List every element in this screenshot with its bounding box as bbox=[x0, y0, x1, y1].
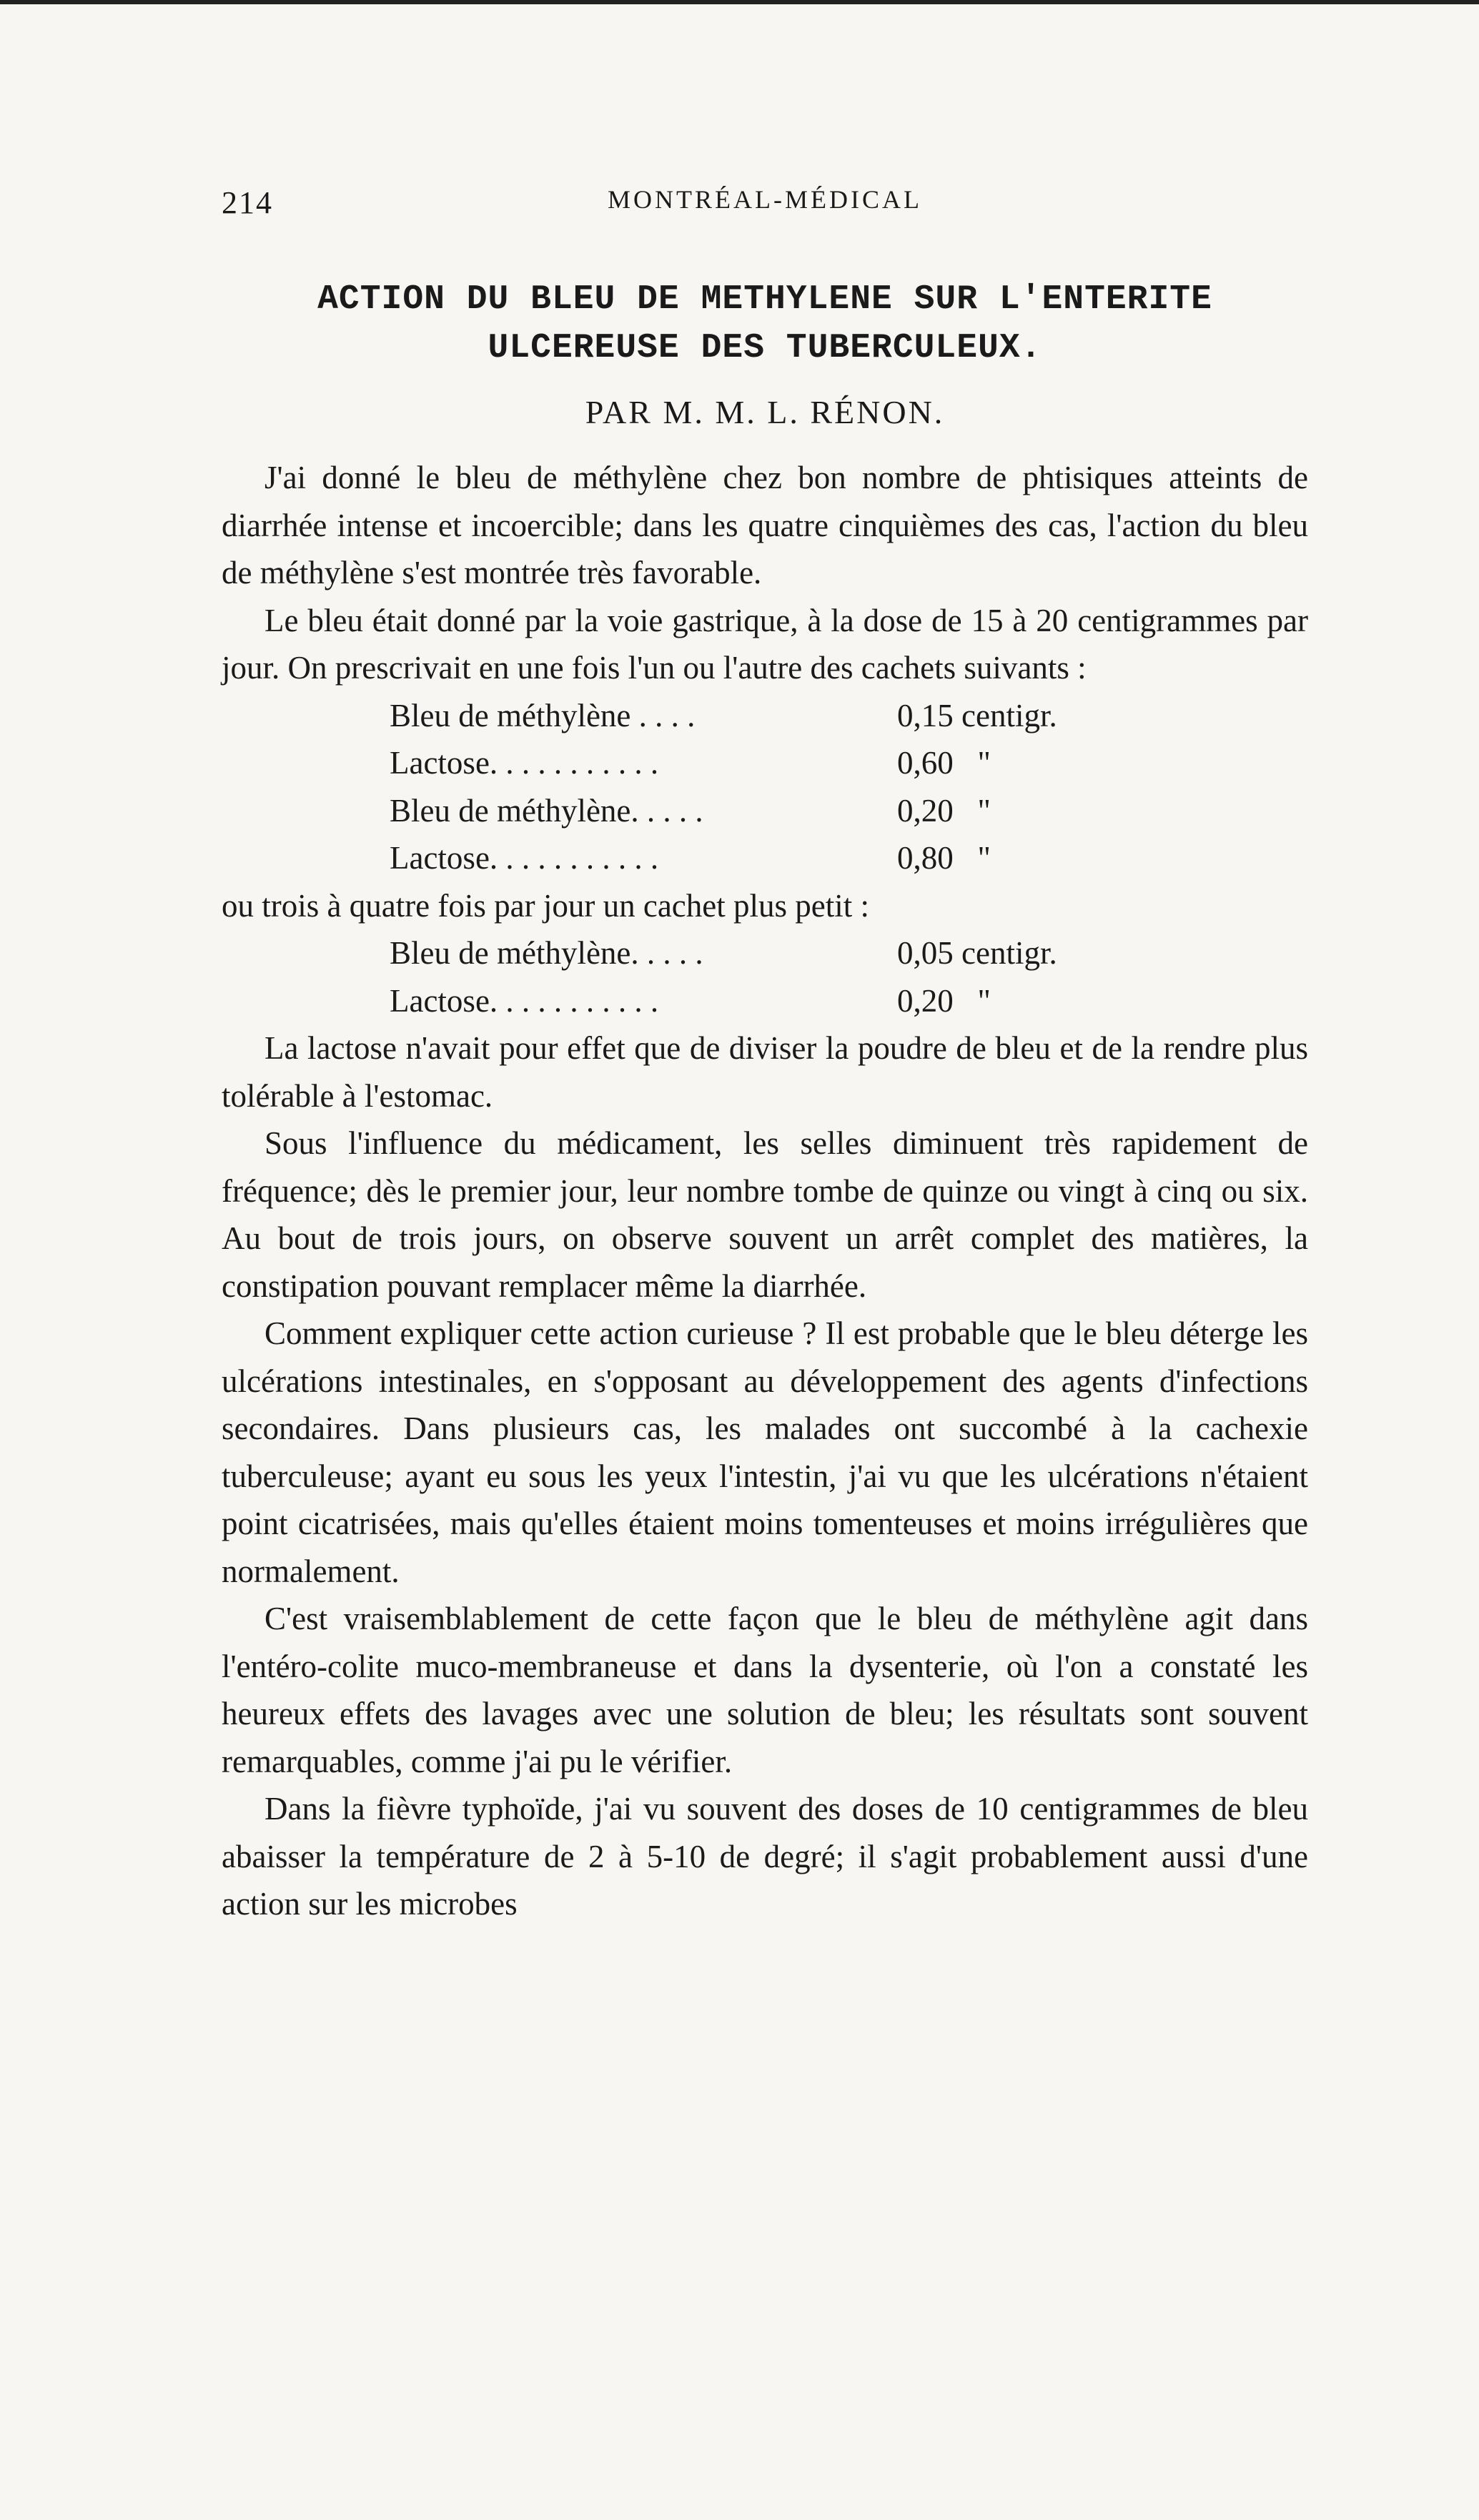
formula-ingredient: Bleu de méthylène . . . . bbox=[390, 697, 696, 733]
book-page bbox=[222, 0, 1308, 2520]
formula-ingredient: Lactose. . . . . . . . . . . bbox=[390, 840, 659, 876]
page-number: 214 bbox=[222, 185, 273, 220]
formula-dose: 0,20 " bbox=[897, 792, 991, 829]
paragraph-6: C'est vraisemblablement de cette façon que le bleu de méthylène agit dans l'entéro-colite muco-membraneuse et dans la dysenterie, où l'on a constaté les heureux effets des lavages avec une solution de bleu; les résultats sont souvent remarquables, comme j'ai pu le vérifier. bbox=[222, 1601, 1308, 1779]
formula-dose: 0,80 " bbox=[897, 840, 991, 876]
formula-dose: 0,20 " bbox=[897, 982, 991, 1019]
paragraph-1: J'ai donné le bleu de méthylène chez bon nombre de phtisiques atteints de diarrhée intense et incoercible; dans les quatre cinquièmes des cas, l'action du bleu de méthylène s'est montrée très favorable. bbox=[222, 460, 1308, 591]
page-header bbox=[222, 184, 1308, 227]
formula-ingredient: Bleu de méthylène. . . . . bbox=[390, 935, 703, 971]
formula-ingredient: Lactose. . . . . . . . . . . bbox=[390, 982, 659, 1019]
running-head: MONTRÉAL-MÉDICAL bbox=[608, 185, 922, 214]
article-title-line-2: ULCEREUSE DES TUBERCULEUX. bbox=[488, 329, 1042, 367]
paragraph-7: Dans la fièvre typhoïde, j'ai vu souvent des doses de 10 centigrammes de bleu abaisser la température de 2 à 5-10 de degré; il s'agit probablement aussi d'une action sur les microbes bbox=[222, 1791, 1308, 1922]
paragraph-4: Sous l'influence du médicament, les selles diminuent très rapidement de fréquence; dès le premier jour, leur nombre tombe de quinze ou vingt à cinq ou six. Au bout de trois jours, on observe souvent un arrêt complet des matières, la constipation pouvant remplacer même la diarrhée. bbox=[222, 1125, 1308, 1304]
paragraph-3: La lactose n'avait pour effet que de diviser la poudre de bleu et de la rendre plus tolérable à l'estomac. bbox=[222, 1030, 1308, 1114]
article-body bbox=[222, 454, 1308, 1928]
paragraph-2: Le bleu était donné par la voie gastrique, à la dose de 15 à 20 centigrammes par jour. On prescrivait en une fois l'un ou l'autre des cachets suivants : bbox=[222, 602, 1308, 686]
article-byline: PAR M. M. L. RÉNON. bbox=[585, 394, 945, 430]
article-title bbox=[222, 275, 1308, 372]
formula-ingredient: Lactose. . . . . . . . . . . bbox=[390, 745, 659, 781]
formula-dose: 0,60 " bbox=[897, 745, 991, 781]
article-title-line-1: ACTION DU BLEU DE METHYLENE SUR L'ENTERITE bbox=[317, 280, 1212, 319]
formula-dose: 0,05 centigr. bbox=[897, 935, 1057, 971]
prescription-formula-1 bbox=[390, 692, 1308, 882]
formula-dose: 0,15 centigr. bbox=[897, 697, 1057, 733]
formula-intro: ou trois à quatre fois par jour un cachet plus petit : bbox=[222, 887, 869, 924]
formula-ingredient: Bleu de méthylène. . . . . bbox=[390, 792, 703, 829]
paragraph-5: Comment expliquer cette action curieuse ? Il est probable que le bleu déterge les ulcérations intestinales, en s'opposant au développement des agents d'infections secondaires. Dans plusieurs cas, les malades ont succombé à la cachexie tuberculeuse; ayant eu sous les yeux l'intestin, j'ai vu que les ulcérations n'étaient point cicatrisées, mais qu'elles étaient moins tomenteuses et moins irrégulières que normalement. bbox=[222, 1315, 1308, 1589]
prescription-formula-2 bbox=[390, 929, 1308, 1024]
